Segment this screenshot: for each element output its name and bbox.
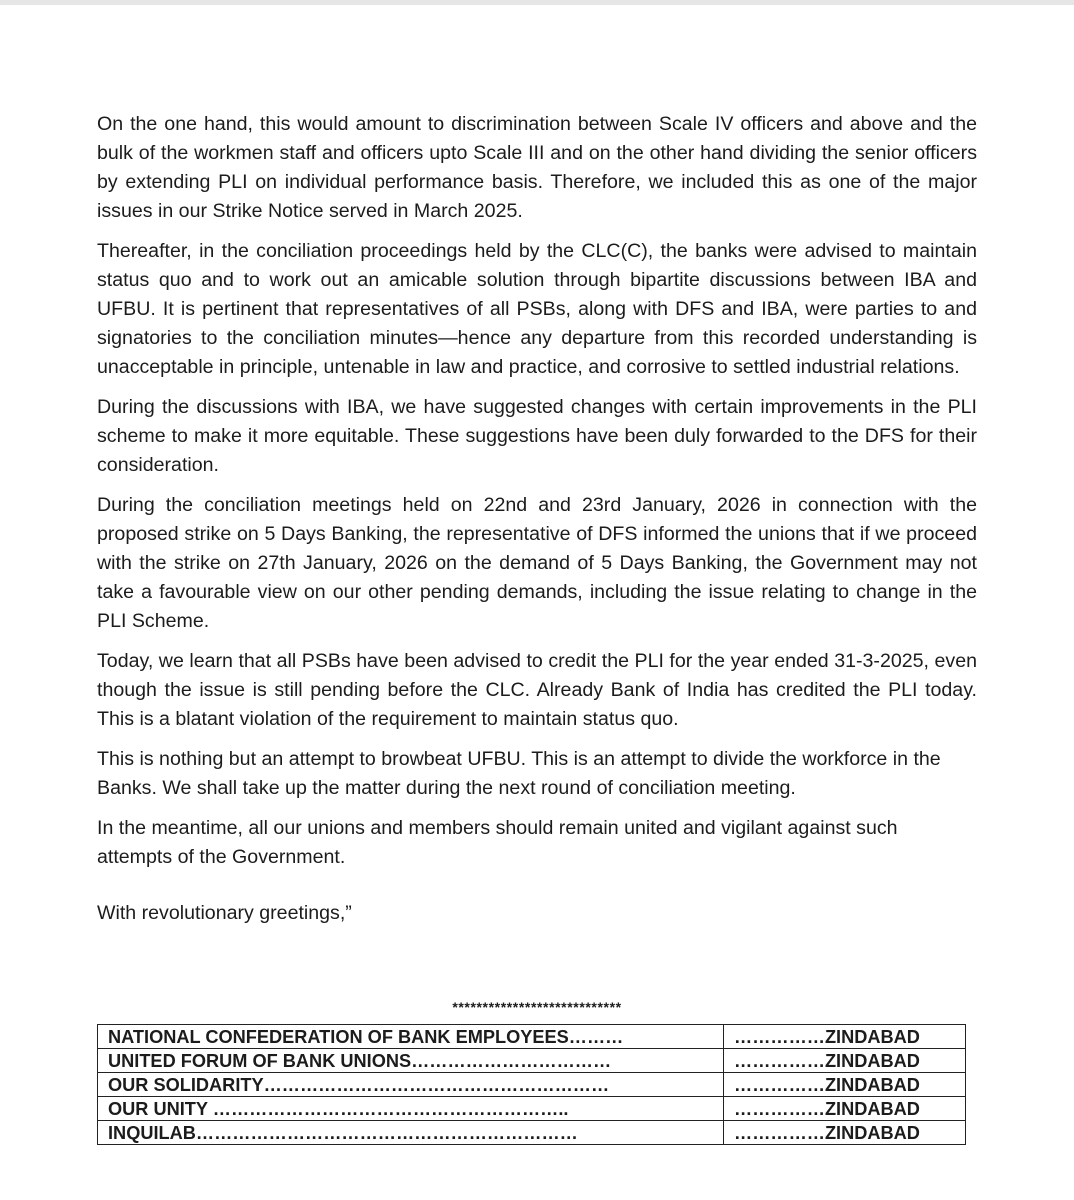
slogan-cheer: ……………ZINDABAD xyxy=(724,1049,966,1073)
closing-greeting: With revolutionary greetings,” xyxy=(97,902,352,924)
letter-body xyxy=(97,110,977,939)
slogan-subject: OUR UNITY ………………………………………………….. xyxy=(98,1097,724,1121)
paragraph-pli-credited: Today, we learn that all PSBs have been advised to credit the PLI for the year ended 31-3-2025, even though the issue is still pending before the CLC. Already Bank of India has credited the PLI today. This is a blatant violation of the requirement to maintain status quo. xyxy=(97,650,977,730)
slogan-row xyxy=(98,1025,966,1049)
paragraph-january-meetings: During the conciliation meetings held on 22nd and 23rd January, 2026 in connection with the proposed strike on 5 Days Banking, the representative of DFS informed the unions that if we proceed with the strike on 27th January, 2026 on the demand of 5 Days Banking, the Government may not take a favourable view on our other pending demands, including the issue relating to change in the PLI Scheme. xyxy=(97,494,977,632)
paragraph-iba-discussions: During the discussions with IBA, we have suggested changes with certain improvements in the PLI scheme to make it more equitable. These suggestions have been duly forwarded to the DFS for their consideration. xyxy=(97,396,977,476)
slogan-row xyxy=(98,1049,966,1073)
slogan-cheer: ……………ZINDABAD xyxy=(724,1025,966,1049)
slogan-table xyxy=(97,1024,966,1145)
slogan-cheer: ……………ZINDABAD xyxy=(724,1121,966,1145)
slogan-cheer: ……………ZINDABAD xyxy=(724,1097,966,1121)
slogan-subject: OUR SOLIDARITY………………………………………………… xyxy=(98,1073,724,1097)
slogan-subject: UNITED FORUM OF BANK UNIONS…………………………… xyxy=(98,1049,724,1073)
slogan-row xyxy=(98,1073,966,1097)
slogan-row xyxy=(98,1097,966,1121)
slogan-subject: INQUILAB……………………………………………………… xyxy=(98,1121,724,1145)
slogan-cheer: ……………ZINDABAD xyxy=(724,1073,966,1097)
asterisk-separator: **************************** xyxy=(452,999,622,1015)
paragraph-conciliation-status-quo: Thereafter, in the conciliation proceedings held by the CLC(C), the banks were advised to maintain status quo and to work out an amicable solution through bipartite discussions between IBA and UFBU. It is pertinent that representatives of all PSBs, along with DFS and IBA, were parties to and signatories to the conciliation minutes—hence any departure from this recorded understanding is unacceptable in principle, untenable in law and practice, and corrosive to settled industrial relations. xyxy=(97,240,977,378)
paragraph-browbeat: This is nothing but an attempt to browbeat UFBU. This is an attempt to divide the workforce in the Banks. We shall take up the matter during the next round of conciliation meeting. xyxy=(97,748,941,799)
paragraph-discrimination: On the one hand, this would amount to discrimination between Scale IV officers and above and the bulk of the workmen staff and officers upto Scale III and on the other hand dividing the senior officers by extending PLI on individual performance basis. Therefore, we included this as one of the major issues in our Strike Notice served in March 2025. xyxy=(97,113,977,222)
paragraph-remain-united: In the meantime, all our unions and members should remain united and vigilant against such attempts of the Government. xyxy=(97,817,898,868)
slogan-row xyxy=(98,1121,966,1145)
slogan-subject: NATIONAL CONFEDERATION OF BANK EMPLOYEES……… xyxy=(98,1025,724,1049)
